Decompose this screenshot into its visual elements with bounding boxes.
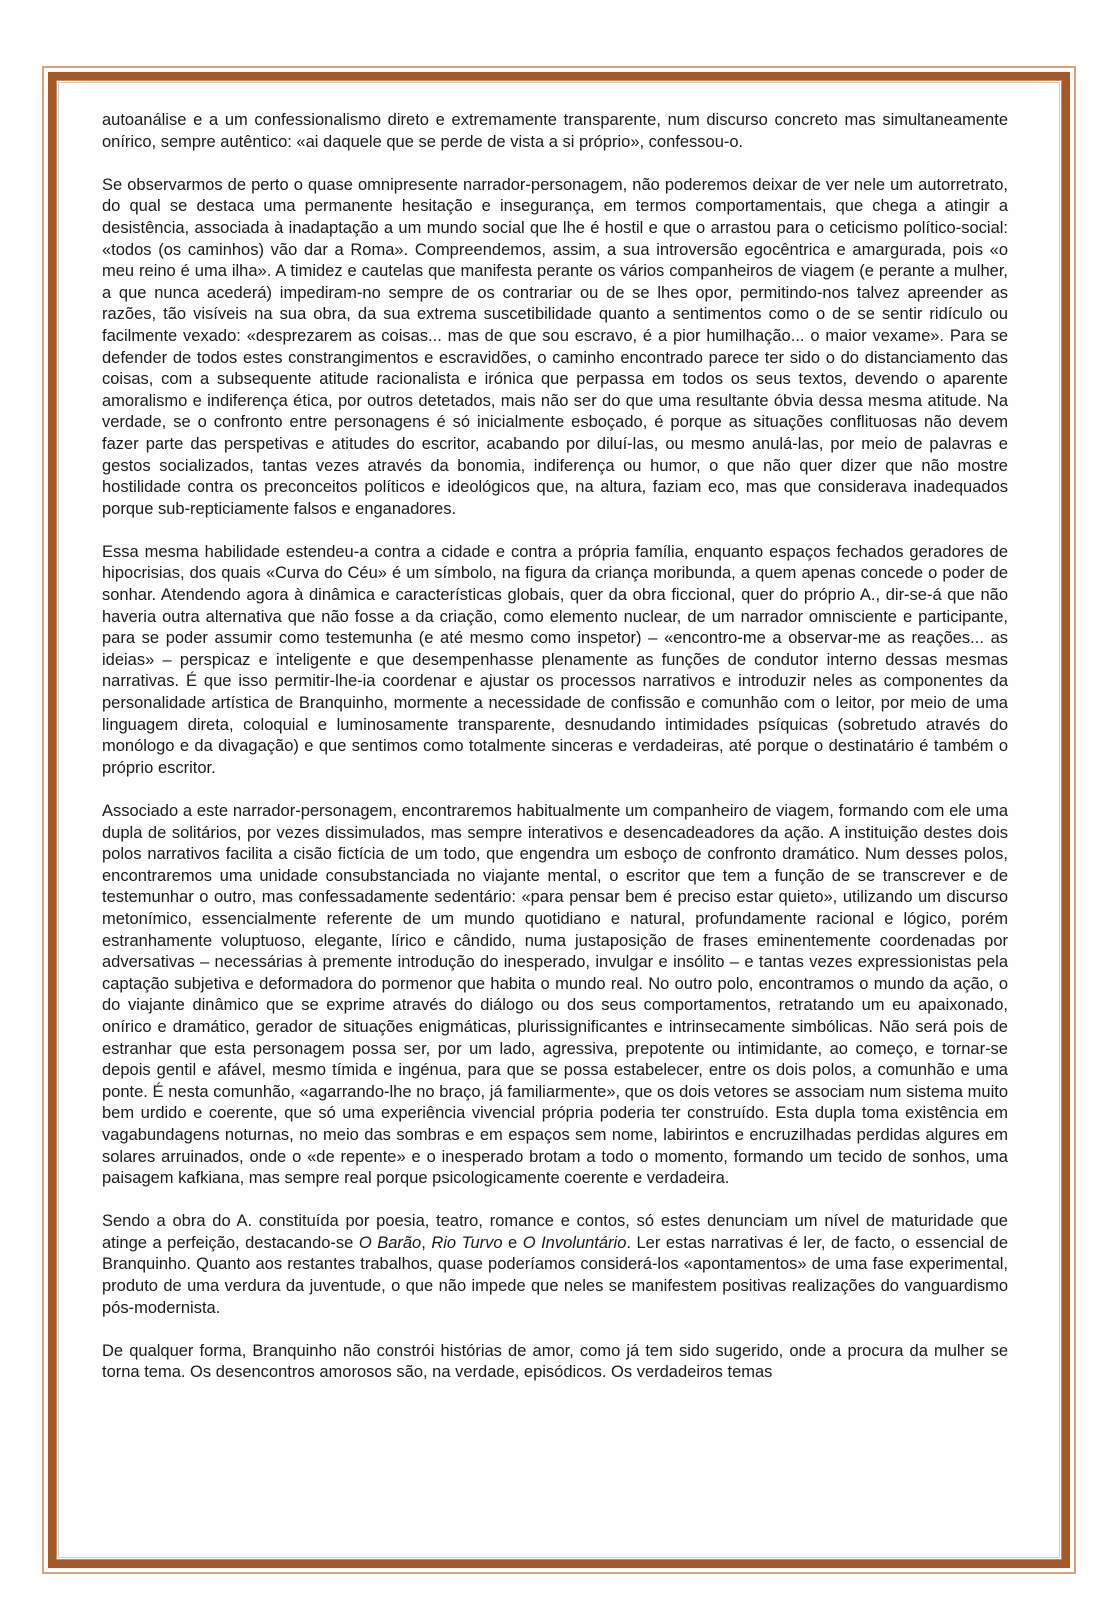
paragraph-6: De qualquer forma, Branquinho não constrói histórias de amor, como já tem sido sugerido, onde a procura da mulher se torna tema. Os desencontros amorosos são, na verdade, episódicos. Os verdadeiros temas <box>102 1341 1008 1382</box>
separator-1: , <box>421 1233 432 1252</box>
paragraph-1: autoanálise e a um confessionalismo direto e extremamente transparente, num discurso concreto mas simultaneamente onírico, sempre autêntico: «ai daquele que se perde de vista a si próprio», confessou-o. <box>102 111 1008 151</box>
separator-2: e <box>502 1233 523 1252</box>
title-rio-turvo: Rio Turvo <box>431 1233 503 1252</box>
paragraph-2: Se observarmos de perto o quase omnipresente narrador-personagem, não poderemos deixar de ver nele um autorretrato, do qual se destaca uma permanente hesitação e insegurança, em termos comportamentais, que chega a atingir a desistência, associada à inadaptação a um mundo social que lhe é hostil e que o arrastou para o ceticismo político-social: «todos (os caminhos) vão dar a Roma». Compreendemos, assim, a sua introversão egocêntrica e amargurada, pois «o meu reino é uma ilha». A timidez e cautelas que manifesta perante os vários companheiros de viagem (e perante a mulher, a que nunca acederá) impediram-no sempre de os contrariar ou de se lhes opor, permitindo-nos talvez apreender as razões, tão visíveis na sua obra, da sua extrema suscetibilidade quanto a sentimentos como o de se sentir ridículo ou facilmente vexado: «desprezarem as coisas... mas de que sou escravo, é a pior humilhação... o maior vexame». Para se defender de todos estes constrangimentos e escravidões, o caminho encontrado parece ter sido o do distanciamento das coisas, com a subsequente atitude racionalista e irónica que perpassa em todos os seus textos, devendo o aparente amoralismo e indiferença ética, por outros detetados, mais não ser do que uma resultante óbvia dessa mesma atitude. Na verdade, se o confronto entre personagens é só inicialmente esboçado, é porque as situações conflituosas não devem fazer parte das perspetivas e atitudes do escritor, acabando por diluí-las, ou mesmo anulá-las, por meio de palavras e gestos socializados, tantas vezes através da bonomia, indiferença ou humor, o que não quer dizer que não mostre hostilidade contra os preconceitos políticos e ideológicos que, na altura, faziam eco, mas que considerava inadequados porque sub-repticiamente falsos e enganadores. <box>102 175 1008 518</box>
paragraph-3: Essa mesma habilidade estendeu-a contra a cidade e contra a própria família, enquanto espaços fechados geradores de hipocrisias, dos quais «Curva do Céu» é um símbolo, na figura da criança moribunda, a quem apenas concede o poder de sonhar. Atendendo agora à dinâmica e características globais, quer da obra ficcional, quer do próprio A., dir-se-á que não haveria outra alternativa que não fosse a da criação, como elemento nuclear, de um narrador omnisciente e participante, para se poder assumir como testemunha (e até mesmo como inspetor) – «encontro-me a observar-me as reações... as ideias» – perspicaz e inteligente e que desempenhasse plenamente as funções de condutor interno dessas mesmas narrativas. É que isso permitir-lhe-ia coordenar e ajustar os processos narrativos e introduzir neles as componentes da personalidade artística de Branquinho, mormente a necessidade de confissão e comunhão com o leitor, por meio de uma linguagem direta, coloquial e luminosamente transparente, desnudando intimidades psíquicas (sobretudo através do monólogo e da divagação) e que sentimos como totalmente sinceras e verdadeiras, até porque o destinatário é também o próprio escritor. <box>102 542 1008 777</box>
title-o-involuntario: O Involuntário <box>522 1233 627 1252</box>
paragraph-5-after: . Ler estas narrativas é ler, de facto, o essencial de Branquinho. Quanto aos restantes trabalhos, quase poderíamos considerá-los «apontamentos» de uma fase experimental, produto de uma verdura da juventude, o que não impede que neles se manifestem positivas realizações do vanguardismo pós-modernista. <box>102 1233 1008 1317</box>
body-text <box>102 110 1008 1384</box>
paragraph-5 <box>102 1211 1008 1319</box>
paragraph-4: Associado a este narrador-personagem, encontraremos habitualmente um companheiro de viagem, formando com ele uma dupla de solitários, por vezes dissimulados, mas sempre interativos e desencadeadores da ação. A instituição destes dois polos narrativos facilita a cisão fictícia de um todo, que engendra um esboço de confronto dramático. Num desses polos, encontraremos uma unidade consubstanciada no viajante mental, o escritor que tem a função de se transcrever e de testemunhar o outro, mas confessadamente sedentário: «para pensar bem é preciso estar quieto», utilizando um discurso metonímico, essencialmente referente de um mundo quotidiano e natural, profundamente racional e lógico, porém estranhamente voluptuoso, elegante, lírico e cândido, numa justaposição de frases eminentemente coordenadas por adversativas – necessárias à premente introdução do inesperado, invulgar e insólito – e tantas vezes expressionistas pela captação subjetiva e deformadora do pormenor que habita o mundo real. No outro polo, encontramos o mundo da ação, o do viajante dinâmico que se exprime através do diálogo ou dos seus comportamentos, retratando um eu apaixonado, onírico e dramático, gerador de situações enigmáticas, plurissignificantes e intrinsecamente simbólicas. Não será pois de estranhar que esta personagem possa ser, por um lado, agressiva, prepotente ou intimidante, ao começo, e tornar-se depois gentil e afável, mesmo tímida e ingénua, para que se possa estabelecer, entre os dois polos, a comunhão e uma ponte. É nesta comunhão, «agarrando-lhe no braço, já familiarmente», que os dois vetores se associam num sistema muito bem urdido e coerente, que só uma experiência vivencial própria poderia ter construído. Esta dupla toma existência em vagabundagens noturnas, no meio das sombras e em espaços sem nome, labirintos e encruzilhadas perdidas algures em solares arruinados, onde o «de repente» e o inesperado brotam a todo o momento, formando um tecido de sonhos, uma paisagem kafkiana, mas sempre real porque psicologicamente coerente e verdadeira. <box>102 802 1008 1188</box>
paragraph-5-before: Sendo a obra do A. constituída por poesia, teatro, romance e contos, só estes denunciam um nível de maturidade que atinge a perfeição, destacando-se <box>102 1212 1008 1252</box>
title-o-barao: O Barão <box>358 1233 422 1252</box>
